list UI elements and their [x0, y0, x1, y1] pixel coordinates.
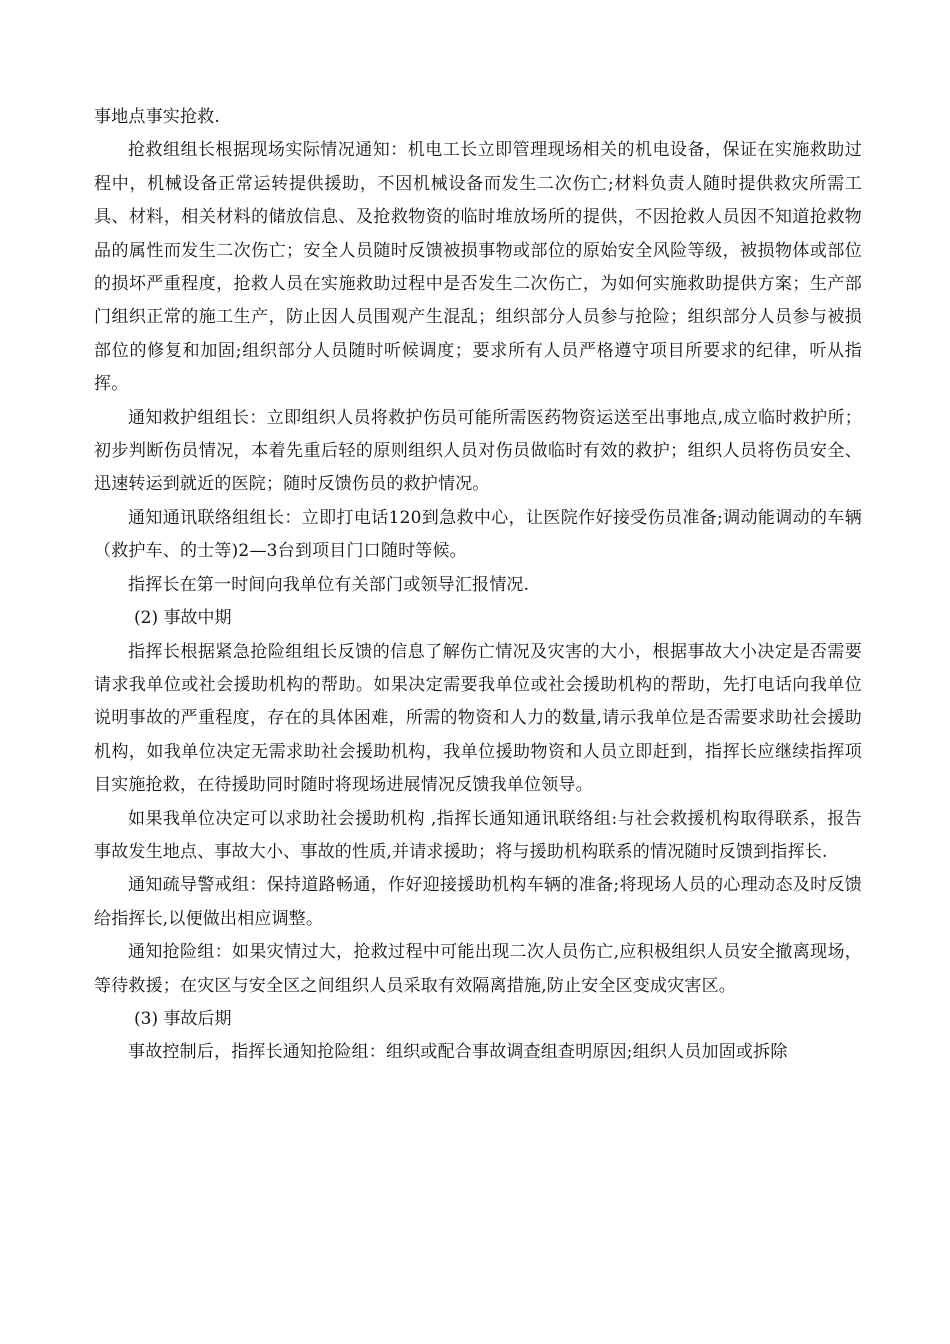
paragraph-mid-stage-commander: 指挥长根据紧急抢险组组长反馈的信息了解伤亡情况及灾害的大小，根据事故大小决定是否需要请求我单位或社会援助机构的帮助。如果决定需要我单位或社会援助机构的帮助，先打电话向我单位说明事故的严重程度，存在的具体困难，所需的物资和人力的数量,请示我单位是否需要求助社会援助机构，如我单位决定无需求助社会援助机构，我单位援助物资和人员立即赶到，指挥长应继续指挥项目实施抢救，在待援助同时随时将现场进展情况反馈我单位领导。: [94, 641, 862, 796]
section-heading-mid-stage: (2) 事故中期: [134, 608, 232, 629]
paragraph-rescue-evacuation: 通知抢险组：如果灾情过大，抢救过程中可能出现二次人员伤亡,应积极组织人员安全撤离现场，等待救援；在灾区与安全区之间组织人员采取有效隔离措施,防止安全区变成灾害区。: [94, 942, 862, 996]
paragraph-rescue-group: 抢救组组长根据现场实际情况通知：机电工长立即管理现场相关的机电设备，保证在实施救助过程中，机械设备正常运转提供援助，不因机械设备而发生二次伤亡;材料负责人随时提供救灾所需工具、材料，相关材料的储放信息、及抢救物资的临时堆放场所的提供，不因抢救人员因不知道抢救物品的属性而发生二次伤亡；安全人员随时反馈被损事物或部位的原始安全风险等级，被损物体或部位的损坏严重程度，抢救人员在实施救助过程中是否发生二次伤亡，为如何实施救助提供方案；生产部门组织正常的施工生产，防止因人员围观产生混乱；组织部分人员参与抢险；组织部分人员参与被损部位的修复和加固;组织部分人员随时听候调度；要求所有人员严格遵守项目所要求的纪律，听从指挥。: [94, 140, 862, 395]
paragraph-guard-group: 通知疏导警戒组：保持道路畅通，作好迎接援助机构车辆的准备;将现场人员的心理动态及时反馈给指挥长,以便做出相应调整。: [94, 875, 862, 929]
paragraph-medical-group: 通知救护组组长：立即组织人员将救护伤员可能所需医药物资运送至出事地点,成立临时救护所；初步判断伤员情况，本着先重后轻的原则组织人员对伤员做临时有效的救护；组织人员将伤员安全、迅速转运到就近的医院；随时反馈伤员的救护情况。: [94, 407, 862, 495]
section-heading-late-stage: (3) 事故后期: [134, 1008, 232, 1029]
paragraph-report: 指挥长在第一时间向我单位有关部门或领导汇报情况.: [128, 574, 530, 595]
paragraph-communication-group: 通知通讯联络组组长：立即打电话120到急救中心，让医院作好接受伤员准备;调动能调动的车辆（救护车、的士等)2—3台到项目门口随时等候。: [94, 507, 862, 562]
paragraph-continuation: 事地点事实抢救.: [94, 107, 221, 127]
document-page: [94, 101, 862, 1070]
paragraph-late-stage: 事故控制后，指挥长通知抢险组：组织或配合事故调查组查明原因;组织人员加固或拆除: [128, 1042, 788, 1063]
paragraph-external-aid: 如果我单位决定可以求助社会援助机构 ,指挥长通知通讯联络组:与社会救援机构取得联系，报告事故发生地点、事故大小、事故的性质,并请求援助；将与援助机构联系的情况随时反馈到指挥长.: [94, 808, 862, 862]
